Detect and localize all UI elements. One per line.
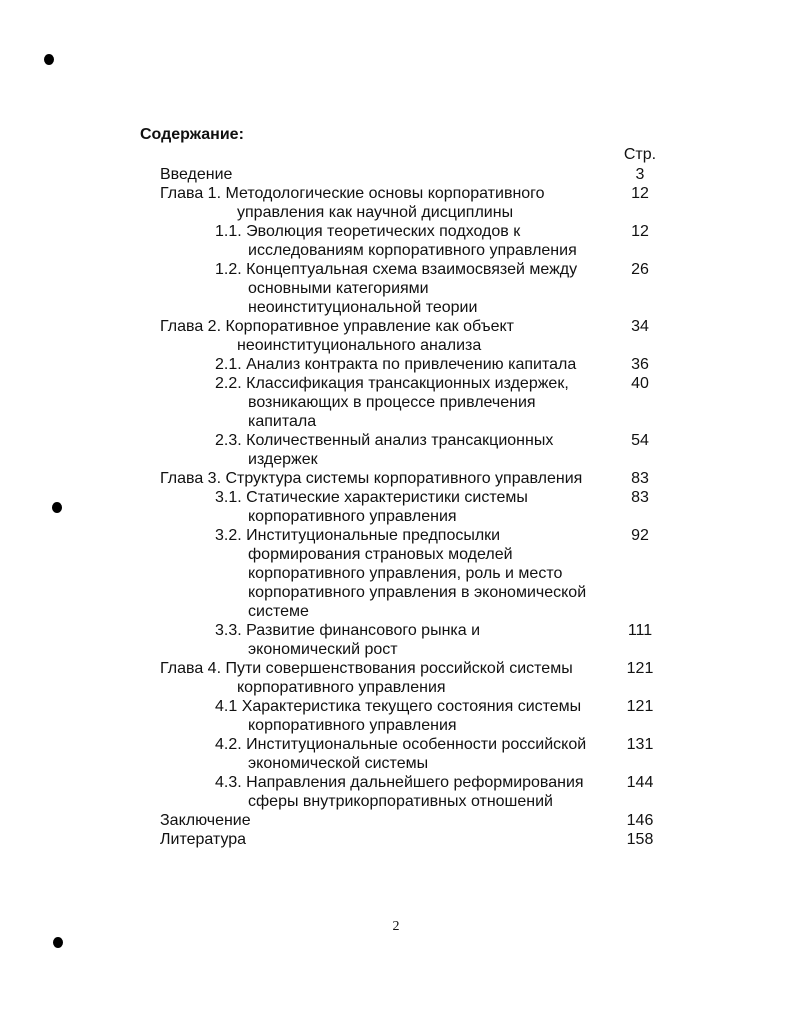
toc-entry (0, 165, 791, 184)
toc-entry-page: 146 (626, 812, 654, 829)
toc-entry-text: 3.1. Статические характеристики системы (215, 489, 528, 506)
toc-entry-text: издержек (248, 451, 318, 468)
toc-entry-page: 12 (631, 223, 649, 240)
toc-entry-continuation (0, 564, 791, 583)
table-of-contents (0, 165, 791, 849)
toc-entry-continuation (0, 583, 791, 602)
toc-entry-text: корпоративного управления в экономической (248, 584, 587, 601)
toc-entry-text: основными категориями (248, 280, 429, 297)
toc-entry (0, 222, 791, 241)
toc-entry-page: 34 (631, 318, 649, 335)
toc-entry-text: 1.2. Концептуальная схема взаимосвязей между (215, 261, 578, 278)
toc-entry-text: 2.2. Классификация трансакционных издержек, (215, 375, 569, 392)
toc-entry (0, 830, 791, 849)
toc-entry (0, 735, 791, 754)
toc-entry-text: сферы внутрикорпоративных отношений (248, 793, 553, 810)
toc-entry-continuation (0, 507, 791, 526)
toc-entry-page: 121 (626, 698, 654, 715)
toc-entry-page: 54 (631, 432, 649, 449)
toc-entry (0, 260, 791, 279)
toc-entry-continuation (0, 754, 791, 773)
toc-entry-text: возникающих в процессе привлечения (248, 394, 536, 411)
toc-entry-text: Глава 4. Пути совершенствования российской системы (160, 660, 573, 677)
toc-entry (0, 773, 791, 792)
toc-entry-text: исследованиям корпоративного управления (248, 242, 577, 259)
toc-entry-page: 36 (631, 356, 649, 373)
toc-entry (0, 526, 791, 545)
toc-entry (0, 431, 791, 450)
toc-entry-continuation (0, 716, 791, 735)
toc-entry-text: формирования страновых моделей (248, 546, 513, 563)
toc-entry-text: Глава 1. Методологические основы корпоративного (160, 185, 545, 202)
toc-entry (0, 811, 791, 830)
toc-entry-page: 83 (631, 489, 649, 506)
toc-entry (0, 184, 791, 203)
toc-entry (0, 469, 791, 488)
page-number: 2 (392, 919, 400, 934)
toc-title: Содержание: (140, 126, 244, 143)
toc-entry-text: 4.1 Характеристика текущего состояния системы (215, 698, 582, 715)
toc-entry-continuation (0, 450, 791, 469)
toc-entry-continuation (0, 241, 791, 260)
toc-entry-page: 12 (631, 185, 649, 202)
toc-entry-text: корпоративного управления (248, 508, 457, 525)
toc-entry-continuation (0, 640, 791, 659)
toc-entry-text: неоинституционального анализа (237, 337, 482, 354)
toc-entry-text: Заключение (160, 812, 251, 829)
toc-entry (0, 697, 791, 716)
toc-entry-page: 158 (626, 831, 654, 848)
toc-entry-text: Глава 3. Структура системы корпоративного управления (160, 470, 583, 487)
toc-entry-page: 131 (626, 736, 654, 753)
toc-entry-text: Литература (160, 831, 247, 848)
toc-entry-page: 92 (631, 527, 649, 544)
toc-entry-page: 26 (631, 261, 649, 278)
toc-entry-text: 2.1. Анализ контракта по привлечению капитала (215, 356, 577, 373)
toc-entry-text: Глава 2. Корпоративное управление как объект (160, 318, 514, 335)
toc-entry-continuation (0, 298, 791, 317)
toc-entry (0, 317, 791, 336)
toc-entry (0, 488, 791, 507)
toc-entry-continuation (0, 412, 791, 431)
toc-entry-page: 83 (631, 470, 649, 487)
toc-entry-text: неоинституциональной теории (248, 299, 478, 316)
toc-entry-text: капитала (248, 413, 317, 430)
binder-hole-dot (44, 54, 54, 65)
toc-entry-continuation (0, 203, 791, 222)
toc-entry-page: 144 (626, 774, 654, 791)
toc-entry-continuation (0, 545, 791, 564)
toc-entry-text: управления как научной дисциплины (237, 204, 514, 221)
toc-entry-text: корпоративного управления (237, 679, 446, 696)
toc-entry-page: 40 (631, 375, 649, 392)
toc-entry (0, 621, 791, 640)
toc-entry (0, 374, 791, 393)
toc-entry-continuation (0, 792, 791, 811)
toc-entry-page: 3 (635, 166, 645, 183)
toc-entry-continuation (0, 602, 791, 621)
toc-entry-text: 3.2. Институциональные предпосылки (215, 527, 501, 544)
toc-entry-continuation (0, 279, 791, 298)
toc-entry-page: 121 (626, 660, 654, 677)
toc-entry-text: 2.3. Количественный анализ трансакционных (215, 432, 554, 449)
toc-entry-text: системе (248, 603, 309, 620)
toc-entry-text: экономический рост (248, 641, 398, 658)
toc-entry-text: 1.1. Эволюция теоретических подходов к (215, 223, 521, 240)
toc-entry-text: экономической системы (248, 755, 429, 772)
toc-entry-continuation (0, 393, 791, 412)
toc-entry-text: корпоративного управления (248, 717, 457, 734)
toc-entry-text: корпоративного управления, роль и место (248, 565, 563, 582)
toc-entry-text: 3.3. Развитие финансового рынка и (215, 622, 481, 639)
toc-entry-continuation (0, 336, 791, 355)
binder-hole-dot (53, 937, 63, 948)
page-column-header: Стр. (623, 146, 657, 163)
toc-entry-text: 4.2. Институциональные особенности российской (215, 736, 587, 753)
toc-entry-text: Введение (160, 166, 233, 183)
toc-entry-text: 4.3. Направления дальнейшего реформирования (215, 774, 584, 791)
toc-entry-continuation (0, 678, 791, 697)
toc-entry (0, 659, 791, 678)
toc-entry (0, 355, 791, 374)
toc-entry-page: 111 (627, 622, 653, 639)
